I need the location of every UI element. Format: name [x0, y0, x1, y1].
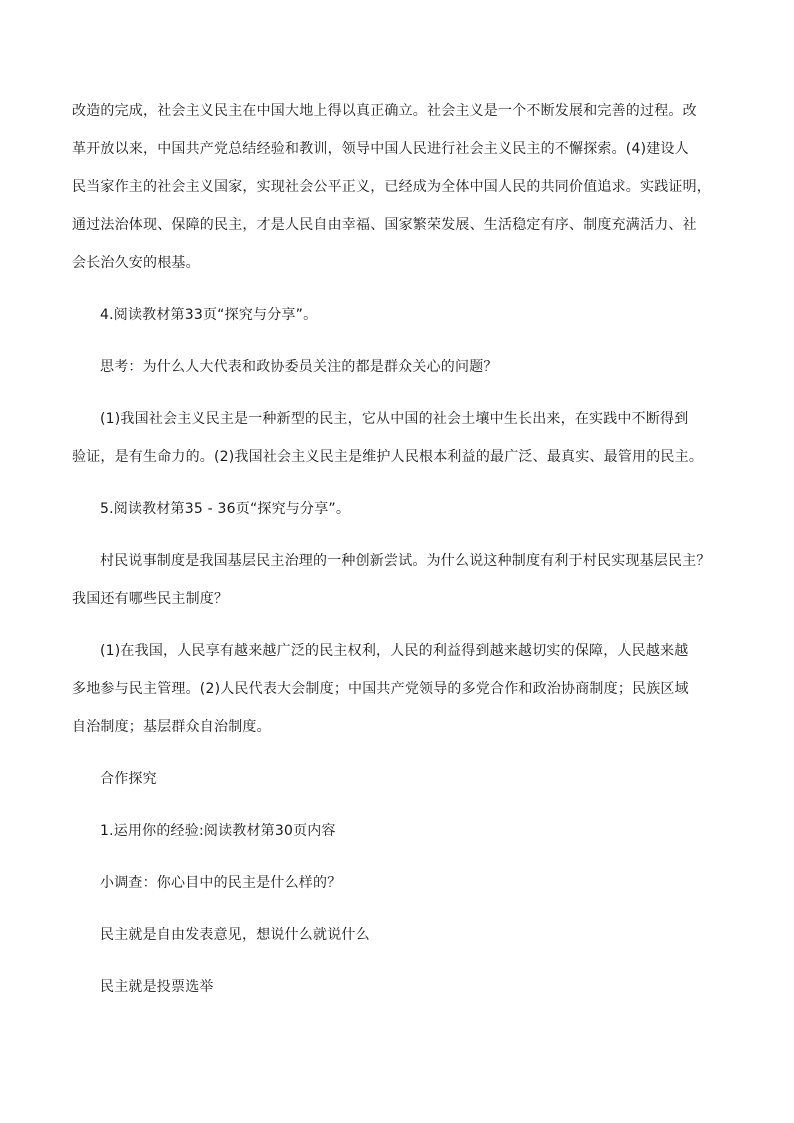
paragraph-line: 会长治久安的根基。 [72, 255, 200, 271]
survey-question: 小调查：你心目中的民主是什么样的？ [100, 875, 342, 891]
item5-answer [72, 632, 732, 746]
continuation-paragraph [72, 92, 732, 282]
answer-line: (1)在我国，人民享有越来越广泛的民主权利，人民的利益得到越来越切实的保障，人民越来越 [100, 643, 689, 659]
item5-heading: 5.阅读教材第35 - 36页“探究与分享”。 [100, 501, 351, 517]
item4-question: 思考：为什么人大代表和政协委员关注的都是群众关心的问题？ [100, 359, 498, 375]
item4-heading: 4.阅读教材第33页“探究与分享”。 [100, 307, 318, 323]
item5-question [72, 542, 732, 618]
answer-line: (1)我国社会主义民主是一种新型的民主，它从中国的社会土壤中生长出来，在实践中不断得到 [100, 411, 689, 427]
paragraph-line: 民当家作主的社会主义国家，实现社会公平正义，已经成为全体中国人民的共同价值追求。实践证明， [72, 179, 711, 195]
paragraph-line: 革开放以来，中国共产党总结经验和教训，领导中国人民进行社会主义民主的不懈探索。(4)建设人 [72, 141, 689, 157]
document-body [72, 92, 732, 1020]
section-heading: 合作探究 [100, 771, 157, 787]
coop1-heading: 1.运用你的经验:阅读教材第30页内容 [100, 823, 336, 839]
paragraph-line: 改造的完成，社会主义民主在中国大地上得以真正确立。社会主义是一个不断发展和完善的过程。改 [72, 103, 697, 119]
opinion-item: 民主就是自由发表意见，想说什么就说什么 [100, 927, 370, 943]
question-line: 我国还有哪些民主制度？ [72, 591, 229, 607]
opinion-item: 民主就是投票选举 [100, 979, 214, 995]
answer-line: 多地参与民主管理。(2)人民代表大会制度；中国共产党领导的多党合作和政治协商制度；民族区域 [72, 681, 689, 697]
question-line: 村民说事制度是我国基层民主治理的一种创新尝试。为什么说这种制度有利于村民实现基层民主？ [100, 553, 711, 569]
item4-answer [72, 400, 732, 476]
answer-line: 自治制度；基层群众自治制度。 [72, 719, 271, 735]
answer-line: 验证，是有生命力的。(2)我国社会主义民主是维护人民根本利益的最广泛、最真实、最管用的民主。 [72, 449, 704, 465]
paragraph-line: 通过法治体现、保障的民主，才是人民自由幸福、国家繁荣发展、生活稳定有序、制度充满活力、社 [72, 217, 697, 233]
